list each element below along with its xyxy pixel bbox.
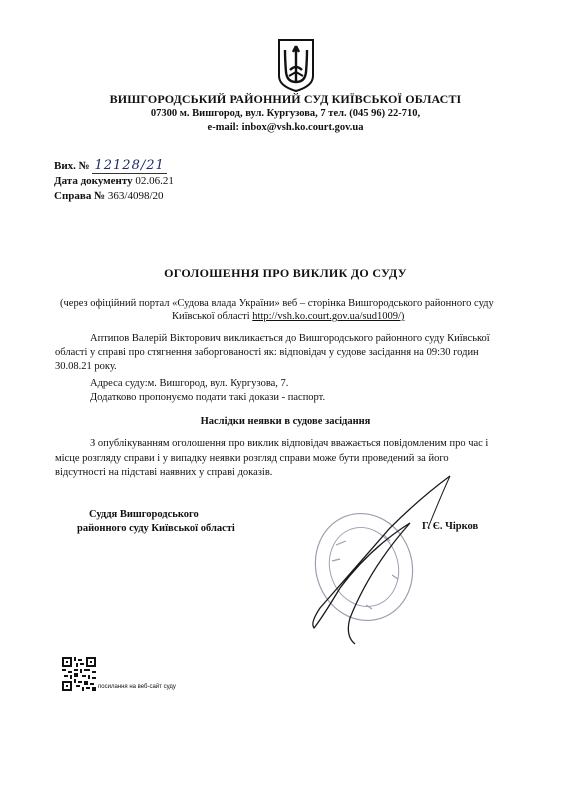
consequences-line-2: місце розгляду справи і у випадку неявки розгляд справи може бути проведений за його <box>55 453 449 464</box>
court-visit-address: Адреса суду:м. Вишгород, вул. Кургузова, 7. <box>90 378 289 389</box>
document-date-label: Дата документу <box>54 175 133 187</box>
court-name: ВИШГОРОДСЬКИЙ РАЙОННИЙ СУД КИЇВСЬКОЇ ОБЛАСТІ <box>109 92 462 106</box>
document-title: ОГОЛОШЕННЯ ПРО ВИКЛИК ДО СУДУ <box>164 266 407 280</box>
body-line-3: 30.08.21 року. <box>55 361 117 372</box>
judge-signature <box>300 468 460 648</box>
portal-line-1: (через офіційний портал «Судова влада України» веб – сторінка Вишгородського районного суду <box>60 298 494 309</box>
trident-coat-of-arms-icon <box>277 38 315 92</box>
portal-link[interactable]: http://vsh.ko.court.gov.ua/sud1009/) <box>252 311 405 322</box>
court-email: e-mail: inbox@vsh.ko.court.gov.ua <box>207 122 364 133</box>
case-number-label: Справа № <box>54 190 106 202</box>
consequences-line-3: відсутності на підставі наявних у справі доказів. <box>55 467 273 478</box>
outgoing-number-value: 12128/21 <box>94 158 165 173</box>
document-date <box>54 175 174 187</box>
outgoing-number <box>54 158 167 173</box>
court-address: 07300 м. Вишгород, вул. Кургузова, 7 тел. (045 96) 22-710, <box>150 108 421 119</box>
judge-name: Г. Є. Чірков <box>422 521 479 532</box>
judge-title-line-2: районного суду Київської області <box>77 523 235 534</box>
portal-line-2-prefix: Київської області <box>172 311 253 322</box>
body-line-2: області у справі про стягнення заборгованості як: відповідач у судове засідання на 09:30 годин <box>55 347 479 358</box>
case-number-value: 363/4098/20 <box>107 190 164 202</box>
consequences-line-1: З опублікуванням оголошення про виклик відповідач вважається повідомленим про час і <box>90 438 489 449</box>
body-line-1: Аптипов Валерій Вікторович викликається до Вишгородського районного суду Київської <box>90 333 490 344</box>
portal-line-2 <box>172 310 404 324</box>
outgoing-number-label: Вих. № <box>54 160 90 172</box>
judge-title-line-1: Суддя Вишгородського <box>89 509 199 520</box>
case-number <box>54 190 164 202</box>
consequences-title: Наслідки неявки в судове засідання <box>200 416 371 427</box>
qr-caption: посилання на веб-сайт суду <box>98 684 176 690</box>
qr-code-icon[interactable] <box>62 657 96 691</box>
evidence-request: Додатково пропонуємо подати такі докази - паспорт. <box>90 392 326 403</box>
document-date-value: 02.06.21 <box>135 175 174 187</box>
